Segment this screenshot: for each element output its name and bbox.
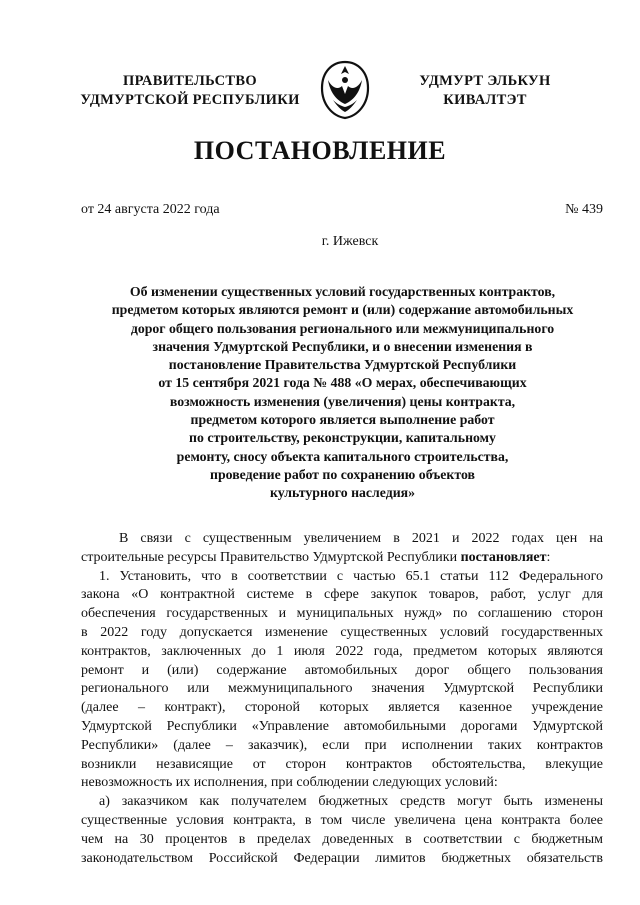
subject-line: дорог общего пользования регионального или межмуниципального	[130, 320, 555, 336]
body-line: законодательством Российской Федерации лимитов бюджетных обязательств	[81, 850, 603, 866]
body-line: возникли независящие от сторон контрактов обстоятельства, влекущие	[81, 756, 603, 772]
body-line: невозможность их исполнения, при соблюдении следующих условий:	[81, 775, 498, 791]
decree-keyword: постановляет	[460, 549, 547, 565]
document-date: от 24 августа 2022 года	[81, 202, 220, 217]
issuer-line: ПРАВИТЕЛЬСТВО	[123, 73, 257, 89]
document-title: ПОСТАНОВЛЕНИЕ	[193, 136, 447, 165]
body-line: а) заказчиком как получателем бюджетных средств могут быть изменены	[99, 794, 603, 810]
udmurtia-coat-of-arms-icon	[318, 60, 372, 120]
issuer-line: УДМУРТ ЭЛЬКУН	[419, 73, 551, 89]
body-line: ремонт и (или) содержание автомобильных дорог общего пользования	[81, 662, 603, 678]
subject-line: проведение работ по сохранению объектов	[210, 466, 475, 482]
subject-line: возможность изменения (увеличения) цены контракта,	[169, 393, 516, 409]
issuer-line: КИВАЛТЭТ	[443, 92, 527, 108]
issuer-name-udmurt	[390, 72, 580, 110]
body-line: регионального или межмуниципального значения Удмуртской Республики	[81, 681, 603, 697]
subject-line: предметом которых являются ремонт и (или) содержание автомобильных	[111, 302, 574, 318]
document-number: № 439	[565, 202, 603, 217]
issuer-name-russian	[60, 72, 320, 110]
body-line: закона «О контрактной системе в сфере закупок товаров, работ, услуг для	[81, 587, 603, 603]
subject-line: значения Удмуртской Республики, и о внесении изменения в	[152, 338, 533, 354]
body-text: строительные ресурсы Правительство Удмуртской Республики	[81, 549, 461, 565]
subject-line: по строительству, реконструкции, капитальному	[189, 430, 496, 446]
subject-line: культурного наследия»	[269, 485, 416, 501]
body-line: (далее – контракт), стороной которых является казенное учреждение	[81, 700, 603, 716]
document-city: г. Ижевск	[321, 234, 379, 249]
document-subject	[80, 283, 605, 503]
issuer-line: УДМУРТСКОЙ РЕСПУБЛИКИ	[80, 92, 300, 108]
body-line: чем на 30 процентов в пределах доведенных в соответствии с бюджетным	[81, 831, 603, 847]
document-body	[81, 530, 603, 868]
subject-line: предметом которого является выполнение работ	[190, 412, 495, 428]
body-line: в 2022 году допускается изменение существенных условий государственных	[81, 624, 603, 640]
body-line: В связи с существенным увеличением в 2021 и 2022 годах цен на	[119, 531, 603, 546]
subject-line: от 15 сентября 2021 года № 488 «О мерах, обеспечивающих	[158, 375, 527, 391]
body-line: Республики» (далее – заказчик), если при исполнении таких контрактов	[81, 737, 603, 753]
body-text: :	[546, 549, 551, 565]
body-line: обеспечения государственных и муниципальных нужд» по соглашению сторон	[81, 606, 603, 622]
body-line: контрактов, заключенных до 1 июля 2022 года, предметом которых являются	[81, 643, 603, 659]
subject-line: Об изменении существенных условий государственных контрактов,	[129, 284, 556, 299]
body-line: существенные условия контракта, в том числе увеличена цена контракта более	[81, 812, 603, 828]
body-line: Удмуртской Республики «Управление автомобильными дорогами Удмуртской	[81, 718, 603, 734]
subject-line: ремонту, сносу объекта капитального строительства,	[176, 448, 509, 464]
body-line	[81, 549, 603, 568]
subject-line: постановление Правительства Удмуртской Республики	[168, 357, 517, 373]
body-line: 1. Установить, что в соответствии с частью 65.1 статьи 112 Федерального	[99, 568, 603, 584]
